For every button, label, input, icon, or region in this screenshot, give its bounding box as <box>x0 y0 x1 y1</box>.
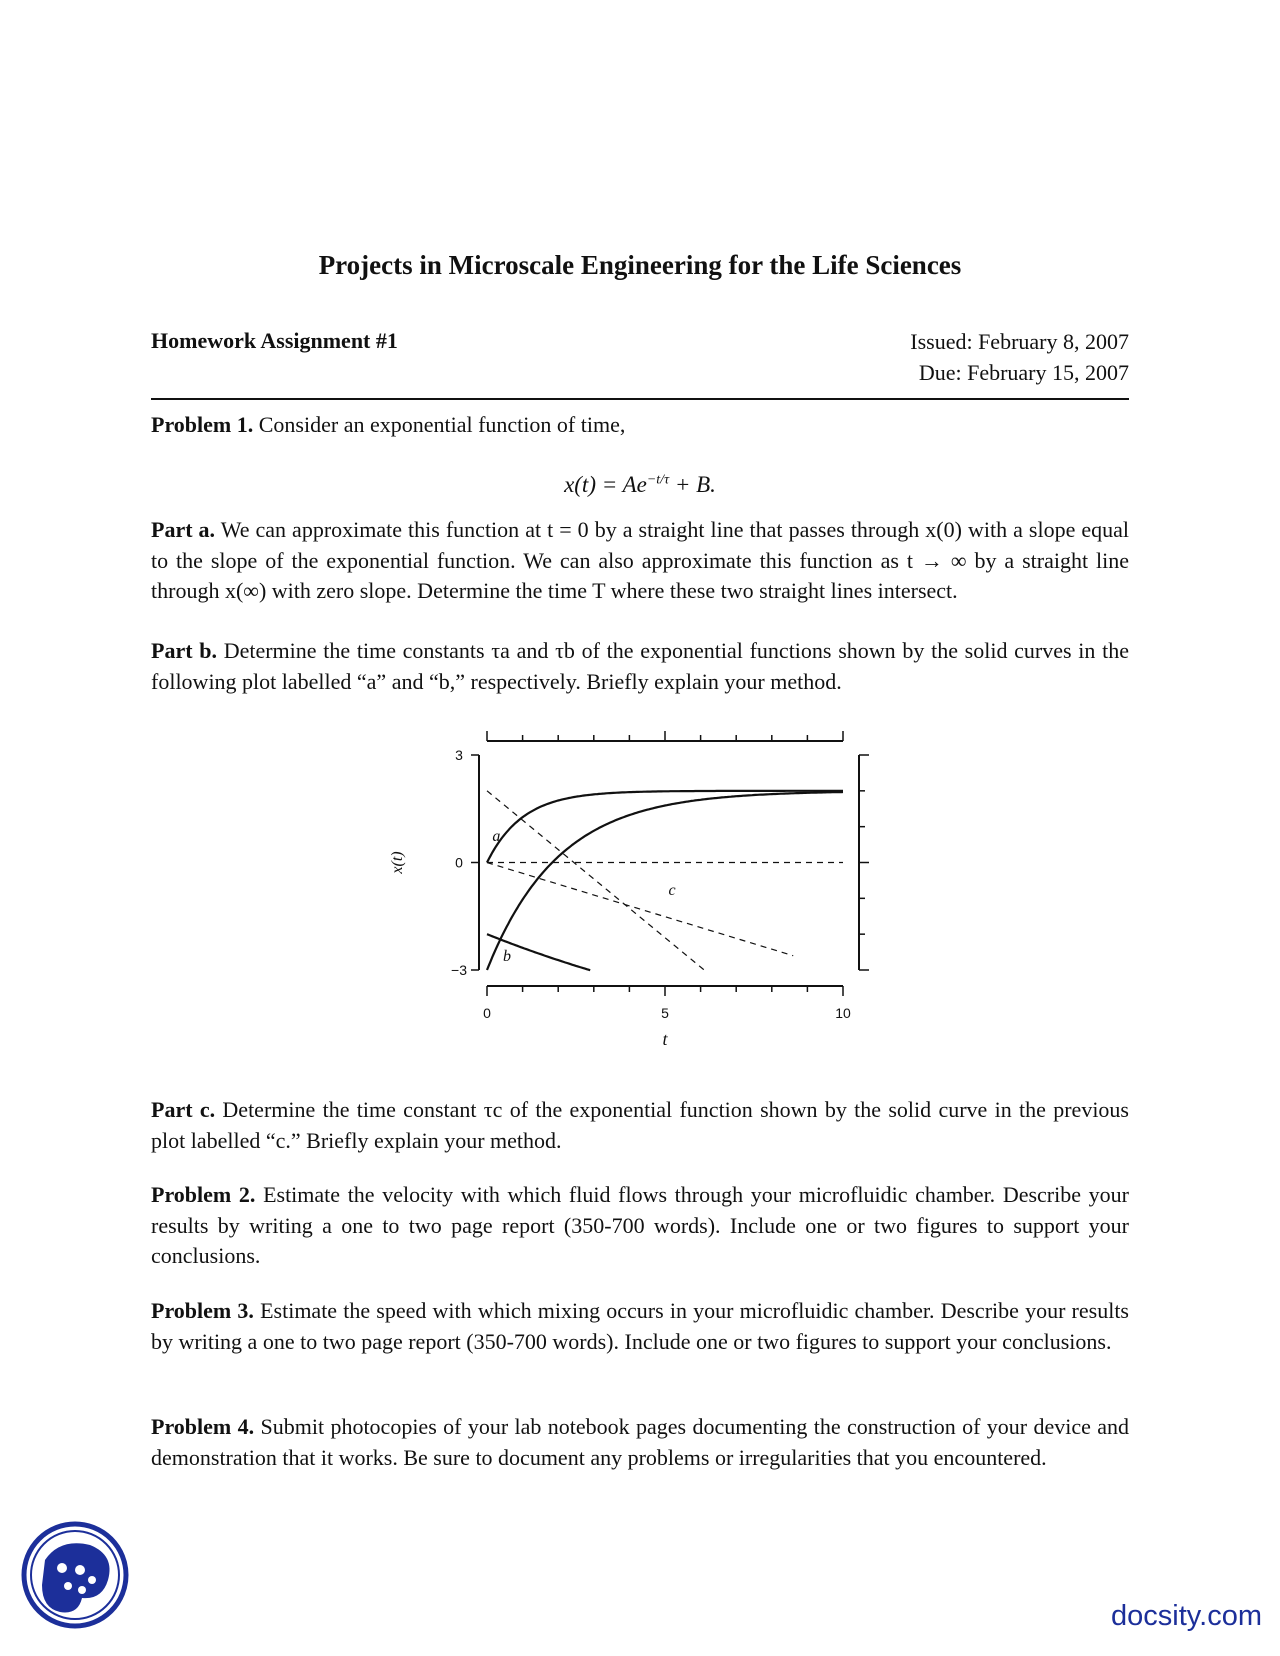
part-c <box>151 1095 1129 1156</box>
part-c-text: Determine the time constant τc of the exponential function shown by the solid curve in the previous plot labelled “c.” Briefly explain your method. <box>151 1097 1129 1153</box>
curve-label-a: a <box>492 828 501 845</box>
problem2 <box>151 1180 1129 1272</box>
equation-rhs: + B. <box>669 472 716 497</box>
document-title: Projects in Microscale Engineering for the Life Sciences <box>318 250 962 280</box>
y-tick-label: −3 <box>451 962 467 978</box>
part-a <box>151 515 1129 607</box>
series-b <box>487 792 843 970</box>
part-c-label: Part c. <box>151 1097 216 1122</box>
problem3-text: Estimate the speed with which mixing occurs in your microfluidic chamber. Describe your results by writing a one to two page report (350-700 words). Include one or two figures to support your conclusions. <box>151 1298 1129 1354</box>
part-a-label: Part a. <box>151 517 216 542</box>
part-b-label: Part b. <box>151 638 217 663</box>
header-rule <box>151 398 1129 400</box>
problem4-text: Submit photocopies of your lab notebook pages documenting the construction of your device and demonstration that it works. Be sure to document any problems or irregularities that you encountered. <box>151 1414 1129 1470</box>
problem2-label: Problem 2. <box>151 1182 256 1207</box>
problem4 <box>151 1412 1129 1473</box>
y-axis-title: x(t) <box>389 851 406 874</box>
curve-label-c: c <box>668 881 676 899</box>
problem2-text: Estimate the velocity with which fluid flows through your microfluidic chamber. Describe your results by writing a one to two page report (350-700 words). Include one or two figures to support your conclusions. <box>151 1182 1129 1268</box>
x-tick-label: 5 <box>661 1005 669 1021</box>
y-tick-label: 3 <box>455 747 463 763</box>
problem4-label: Problem 4. <box>151 1414 255 1439</box>
curve-label-b: b <box>503 948 512 966</box>
x-axis-title: t <box>662 1029 668 1049</box>
series-a <box>487 791 843 863</box>
part-b-text: Determine the time constants τa and τb of the exponential functions shown by the solid curves in the following plot labelled “a” and “b,” respectively. Briefly explain your method. <box>151 638 1130 694</box>
part-a-text: We can approximate this function at t = 0 by a straight line that passes through x(0) with a slope equal to the slope of the exponential function. We can also approximate this function as t → ∞ by a straight line through x(∞) with zero slope. Determine the time T where these two straight lines intersect. <box>151 517 1130 603</box>
problem3 <box>151 1296 1129 1357</box>
assignment-label: Homework Assignment #1 <box>151 328 398 353</box>
docsity-watermark: docsity.com <box>1111 1600 1262 1632</box>
docsity-logo-icon <box>20 1520 130 1630</box>
part-b <box>151 636 1129 697</box>
problem1-label: Problem 1. <box>151 412 254 437</box>
x-tick-label: 0 <box>483 1005 491 1021</box>
exponential-chart <box>380 720 880 1075</box>
series-tangent-a-start <box>487 863 793 956</box>
chart-plot-area <box>389 731 869 1049</box>
problem1-intro-text: Consider an exponential function of time, <box>258 412 626 437</box>
equation-lhs: x(t) = Ae <box>564 472 647 497</box>
equation <box>0 472 1280 498</box>
series-tangent-c-start <box>487 791 704 970</box>
problem3-label: Problem 3. <box>151 1298 254 1323</box>
due-date: Due: February 15, 2007 <box>918 360 1129 385</box>
date-block <box>910 326 1129 388</box>
issued-date: Issued: February 8, 2007 <box>910 329 1129 354</box>
x-tick-label: 10 <box>835 1005 851 1021</box>
y-tick-label: 0 <box>455 854 463 871</box>
problem1-intro <box>151 410 1129 441</box>
equation-exponent: −t/τ <box>646 472 670 488</box>
